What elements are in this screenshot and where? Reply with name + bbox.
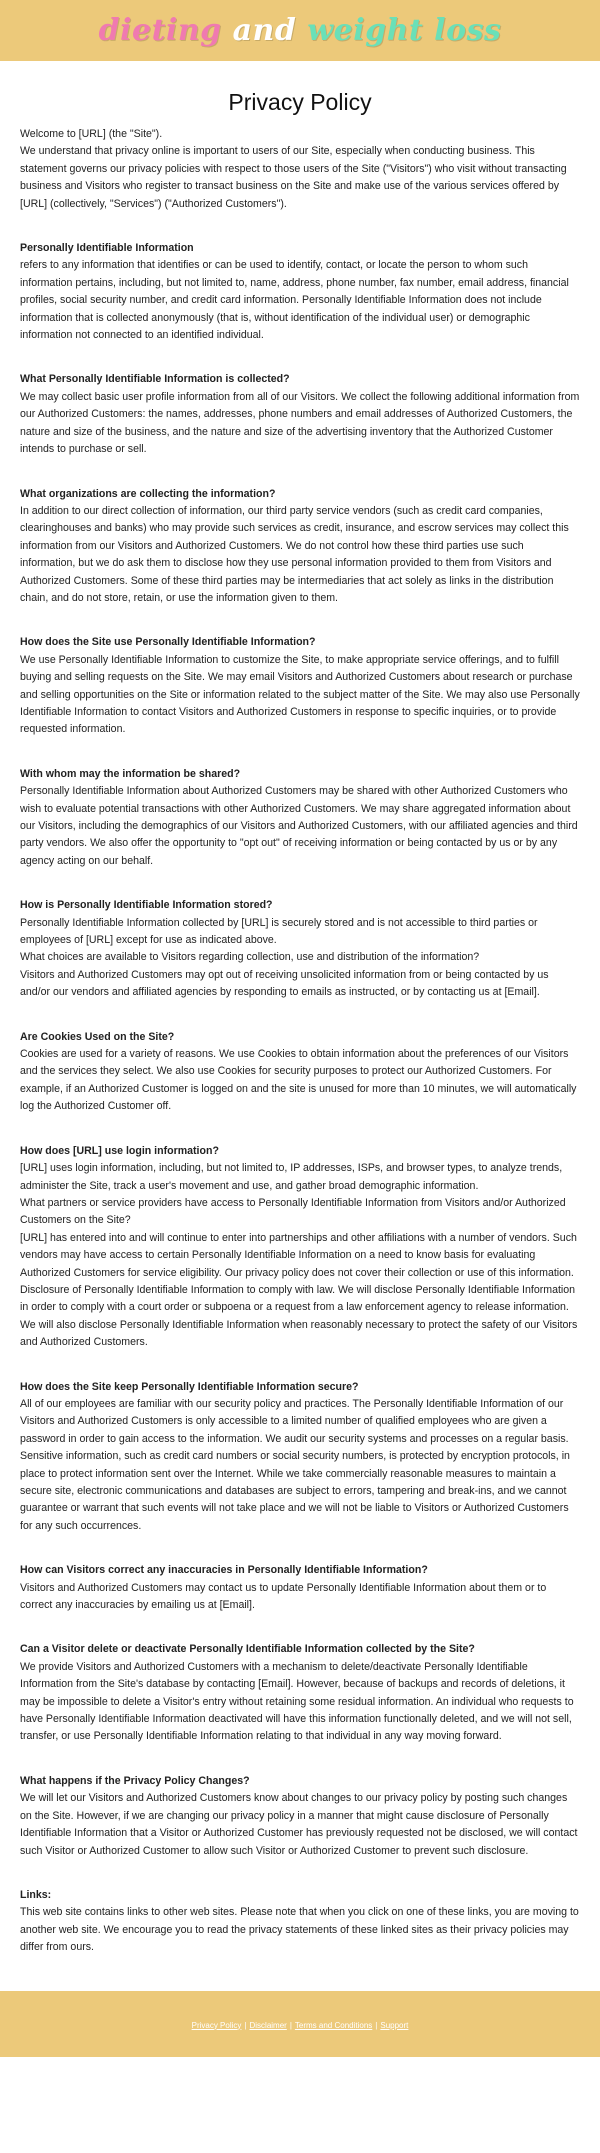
privacy-policy-link[interactable]: Privacy Policy [191, 2020, 242, 2030]
logo-word-weight-loss: weight loss [307, 13, 502, 48]
section-paragraph: We provide Visitors and Authorized Customers with a mechanism to delete/deactivate Personally Identifiable Information from the Site's database by contacting [Email]. However, because of backups and records of deletions, it may be impossible to delete a Visitor's entry without retaining some residual information. An individual who requests to have Personally Identifiable Information deactivated will have this information functionally deleted, and we will not sell, transfer, or use Personally Identifiable Information relating to that individual in any way moving forward. [20, 1660, 574, 1743]
section-paragraph: In addition to our direct collection of information, our third party service vendors (such as credit card companies, clearinghouses and banks) who may provide such services as credit, insurance, and escrow services may collect this information from our Visitors and Authorized Customers. We do not control how these third parties use such information, but we do ask them to disclose how they use personal information provided to them from Visitors and Authorized Customers. Some of these third parties may be intermediaries that act solely as links in the distribution chain, and do not store, retain, or use the information given to them. [20, 504, 569, 604]
page-title: Privacy Policy [228, 89, 372, 115]
section-paragraph: We may collect basic user profile information from all of our Visitors. We collect the following additional information from our Authorized Customers: the names, addresses, phone numbers and email addresses of Authorized Customers, the nature and size of the business, and the nature and size of the advertising inventory that the Authorized Customer intends to purchase or sell. [20, 390, 580, 456]
section-paragraph: We will let our Visitors and Authorized Customers know about changes to our privacy policy by posting such changes on the Site. However, if we are changing our privacy policy in a manner that might cause disclosure of Personally Identifiable Information that a Visitor or Authorized Customer has previously requested not be disclosed, we will contact such Visitor or Authorized Customer to allow such Visitor or Authorized Customer to prevent such disclosure. [20, 1792, 578, 1857]
policy-section [20, 1773, 580, 1860]
section-paragraph: Cookies are used for a variety of reasons. We use Cookies to obtain information about the preferences of our Visitors and the services they select. We also use Cookies for security purposes to protect our Authorized Customers. For example, if an Authorized Customer is logged on and the site is unused for more than 10 minutes, we will automatically log the Authorized Customer off. [20, 1048, 577, 1113]
site-header [0, 0, 600, 61]
logo-word-dieting: dieting [98, 13, 222, 48]
disclaimer-link[interactable]: Disclaimer [249, 2020, 287, 2030]
main-content [0, 61, 600, 1991]
site-logo[interactable] [99, 13, 502, 48]
policy-section [20, 1379, 580, 1536]
section-heading: Links: [20, 1888, 52, 1901]
section-heading: Can a Visitor delete or deactivate Personally Identifiable Information collected by the Site? [20, 1643, 475, 1656]
footer-separator: | [375, 2020, 378, 2030]
intro-paragraph: We understand that privacy online is important to users of our Site, especially when conducting business. This statement governs our privacy policies with respect to those users of the Site ("Visitors") who visit without transacting business and Visitors who register to transact business on the Site and make use of the various services offered by [URL] (collectively, "Services") ("Authorized Customers"). [20, 145, 567, 210]
section-heading: What happens if the Privacy Policy Changes? [20, 1774, 250, 1787]
section-paragraph: [URL] uses login information, including, but not limited to, IP addresses, ISPs, and browser types, to analyze trends, administer the Site, track a user's movement and use, and gather broad demographic information. [20, 1162, 563, 1192]
policy-section [20, 1143, 580, 1352]
policy-section [20, 240, 580, 344]
policy-sections [20, 240, 580, 1957]
footer-separator: | [289, 2020, 292, 2030]
section-heading: What Personally Identifiable Information is collected? [20, 373, 290, 386]
section-paragraph: We use Personally Identifiable Information to customize the Site, to make appropriate service offerings, and to fulfill buying and selling requests on the Site. We may email Visitors and Authorized Customers about research or purchase and selling opportunities on the Site or information related to the subject matter of the Site. We may also use Personally Identifiable Information to contact Visitors and Authorized Customers in response to specific inquiries, or to provide requested information. [20, 653, 580, 736]
policy-section [20, 486, 580, 608]
policy-section [20, 634, 580, 738]
section-paragraph: What partners or service providers have access to Personally Identifiable Information from Visitors and/or Authorized Customers on the Site? [20, 1196, 566, 1227]
policy-section [20, 766, 580, 870]
policy-section [20, 1562, 580, 1614]
support-link[interactable]: Support [380, 2020, 409, 2030]
section-paragraph: [URL] has entered into and will continue to enter into partnerships and other affiliations with a number of vendors. Such vendors may have access to certain Personally Identifiable Information on a need to know basis for evaluating Authorized Customers for service eligibility. Our privacy policy does not cover their collection or use of this information. Disclosure of Personally Identifiable Information to comply with law. We will disclose Personally Identifiable Information in order to comply with a court order or subpoena or a request from a law enforcement agency to release information. We will also disclose Personally Identifiable Information when reasonably necessary to protect the safety of our Visitors and Authorized Customers. [20, 1231, 578, 1349]
section-paragraph: Visitors and Authorized Customers may opt out of receiving unsolicited information from or being contacted by us and/or our vendors and affiliated agencies by responding to emails as instructed, or by contacting us at [Email]. [20, 968, 549, 999]
section-heading: How does the Site keep Personally Identifiable Information secure? [20, 1380, 359, 1393]
policy-section [20, 1887, 580, 1957]
section-heading: With whom may the information be shared? [20, 767, 241, 780]
section-paragraph: Visitors and Authorized Customers may contact us to update Personally Identifiable Information about them or to correct any inaccuracies by emailing us at [Email]. [20, 1581, 547, 1612]
policy-section [20, 371, 580, 458]
intro-paragraph: Welcome to [URL] (the "Site"). [20, 128, 163, 140]
section-paragraph: Personally Identifiable Information about Authorized Customers may be shared with other Authorized Customers who wish to evaluate potential transactions with other Authorized Customers. We may share aggregated information about our Visitors, including the demographics of our Visitors and Authorized Customers, with our affiliated agencies and third party vendors. We also offer the opportunity to "opt out" of receiving information or being contacted by us or by any agency acting on our behalf. [20, 785, 578, 867]
section-heading: Are Cookies Used on the Site? [20, 1030, 175, 1043]
footer-links [192, 2015, 409, 2033]
policy-section [20, 1641, 580, 1745]
section-heading: How is Personally Identifiable Information stored? [20, 899, 273, 912]
section-paragraph: refers to any information that identifies or can be used to identify, contact, or locate the person to whom such information pertains, including, but not limited to, name, address, phone number, fax number, email address, financial profiles, social security number, and credit card information. Personally Identifiable Information does not include information that is collected anonymously (that is, without identification of the individual user) or demographic information not connected to an identified individual. [20, 259, 569, 342]
site-footer [0, 1991, 600, 2057]
section-heading: How does [URL] use login information? [20, 1144, 219, 1157]
section-heading: What organizations are collecting the information? [20, 487, 276, 500]
footer-separator: | [244, 2020, 247, 2030]
policy-section [20, 1029, 580, 1116]
section-paragraph: This web site contains links to other web sites. Please note that when you click on one of these links, you are moving to another web site. We encourage you to read the privacy statements of these linked sites as their privacy policies may differ from ours. [20, 1906, 579, 1954]
section-heading: Personally Identifiable Information [20, 242, 194, 255]
section-heading: How can Visitors correct any inaccuracies in Personally Identifiable Information? [20, 1564, 428, 1577]
section-heading: How does the Site use Personally Identifiable Information? [20, 636, 316, 649]
section-paragraph: Personally Identifiable Information collected by [URL] is securely stored and is not accessible to third parties or employees of [URL] except for use as indicated above. [20, 916, 538, 947]
section-paragraph: All of our employees are familiar with our security policy and practices. The Personally Identifiable Information of our Visitors and Authorized Customers is only accessible to a limited number of qualified employees who are given a password in order to gain access to the information. We audit our security systems and processes on a regular basis. Sensitive information, such as credit card numbers or social security numbers, is protected by encryption protocols, in place to protect information sent over the Internet. While we take commercially reasonable measures to maintain a secure site, electronic communications and databases are subject to errors, tampering and break-ins, and we cannot guarantee or warrant that such events will not take place and we will not be liable to Visitors or Authorized Customers for any such occurrences. [20, 1397, 570, 1532]
logo-word-and: and [232, 13, 297, 48]
terms-and-conditions-link[interactable]: Terms and Conditions [294, 2020, 373, 2030]
section-paragraph: What choices are available to Visitors regarding collection, use and distribution of the information? [20, 951, 480, 964]
policy-section [20, 897, 580, 1001]
